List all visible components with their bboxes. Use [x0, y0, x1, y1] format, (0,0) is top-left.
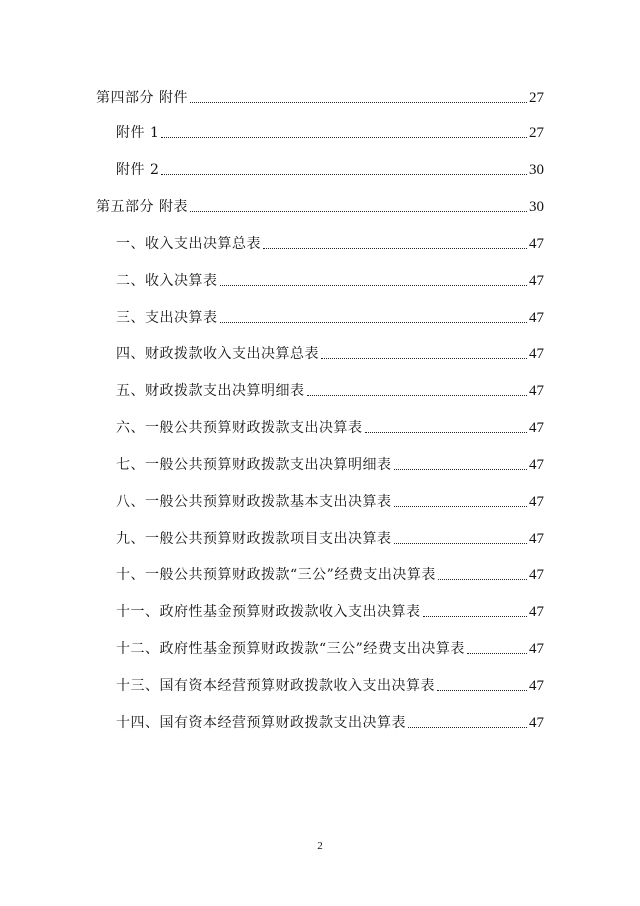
- toc-entry-title: 一、收入支出决算总表: [116, 236, 261, 252]
- toc-entry[interactable]: [116, 452, 544, 474]
- toc-entry-page: 47: [529, 457, 544, 473]
- toc-entry-title: 九、一般公共预算财政拨款项目支出决算表: [116, 531, 392, 547]
- toc-entry-title: 八、一般公共预算财政拨款基本支出决算表: [116, 494, 392, 510]
- toc-entry-page: 47: [529, 236, 544, 252]
- toc-entry-title: 五、财政拨款支出决算明细表: [116, 383, 305, 399]
- dot-leader: [394, 506, 528, 507]
- page-number: 2: [317, 840, 323, 852]
- toc-entry-title: 三、支出决算表: [116, 310, 218, 326]
- toc-entry[interactable]: [116, 305, 544, 327]
- toc-entry-title: 十三、国有资本经营预算财政拨款收入支出决算表: [116, 678, 435, 694]
- toc-entry-page: 30: [529, 162, 544, 178]
- toc-entry-title: 十、一般公共预算财政拨款“三公”经费支出决算表: [116, 567, 436, 583]
- toc-entry[interactable]: [116, 526, 544, 548]
- toc-entry-page: 47: [529, 273, 544, 289]
- toc-entry-title: 第五部分 附表: [96, 199, 188, 215]
- toc-entry-title: 六、一般公共预算财政拨款支出决算表: [116, 420, 363, 436]
- toc-entry[interactable]: [116, 710, 544, 732]
- toc-entry-page: 27: [529, 125, 544, 141]
- dot-leader: [438, 579, 527, 580]
- toc-entry[interactable]: [116, 415, 544, 437]
- dot-leader: [394, 469, 528, 470]
- dot-leader: [321, 358, 527, 359]
- toc-entry-page: 47: [529, 346, 544, 362]
- dot-leader: [365, 432, 528, 433]
- toc-entry-page: 47: [529, 310, 544, 326]
- toc-entry-page: 47: [529, 678, 544, 694]
- toc-entry-page: 27: [529, 90, 544, 106]
- dot-leader: [437, 690, 527, 691]
- toc-entry[interactable]: [116, 673, 544, 695]
- toc-entry-title: 第四部分 附件: [96, 90, 188, 106]
- toc-entry-title: 七、一般公共预算财政拨款支出决算明细表: [116, 457, 392, 473]
- toc-entry-page: 47: [529, 604, 544, 620]
- toc-entry[interactable]: [116, 268, 544, 290]
- toc-entry-title: 四、财政拨款收入支出决算总表: [116, 346, 319, 362]
- toc-entry[interactable]: [116, 636, 544, 658]
- toc-entry[interactable]: [116, 157, 544, 179]
- dot-leader: [408, 727, 527, 728]
- toc-entry[interactable]: [116, 231, 544, 253]
- toc-entry-page: 47: [529, 420, 544, 436]
- dot-leader: [423, 616, 528, 617]
- dot-leader: [467, 653, 527, 654]
- toc-entry-page: 30: [529, 199, 544, 215]
- toc-entry-page: 47: [529, 531, 544, 547]
- toc-entry-title: 附件 2: [116, 162, 160, 178]
- toc-entry-page: 47: [529, 494, 544, 510]
- toc-entry-title: 十四、国有资本经营预算财政拨款支出决算表: [116, 715, 406, 731]
- dot-leader: [220, 322, 528, 323]
- toc-entry[interactable]: [96, 194, 544, 216]
- toc-entry[interactable]: [116, 341, 544, 363]
- toc-entry-title: 十二、政府性基金预算财政拨款“三公”经费支出决算表: [116, 641, 465, 657]
- toc-entry[interactable]: [116, 562, 544, 584]
- dot-leader: [161, 174, 527, 175]
- toc-entry-title: 附件 1: [116, 125, 160, 141]
- toc-entry[interactable]: [116, 489, 544, 511]
- dot-leader: [190, 211, 527, 212]
- dot-leader: [307, 395, 528, 396]
- toc-entry-title: 二、收入决算表: [116, 273, 218, 289]
- dot-leader: [220, 285, 528, 286]
- dot-leader: [190, 102, 527, 103]
- toc-entry-page: 47: [529, 383, 544, 399]
- toc-entry-page: 47: [529, 715, 544, 731]
- toc-entry[interactable]: [116, 599, 544, 621]
- dot-leader: [161, 137, 527, 138]
- toc-entry[interactable]: [116, 120, 544, 142]
- toc-entry[interactable]: [96, 85, 544, 107]
- toc-entry-page: 47: [529, 641, 544, 657]
- toc-entry-title: 十一、政府性基金预算财政拨款收入支出决算表: [116, 604, 421, 620]
- toc-entry-page: 47: [529, 567, 544, 583]
- dot-leader: [394, 543, 528, 544]
- toc-entry[interactable]: [116, 378, 544, 400]
- dot-leader: [263, 248, 527, 249]
